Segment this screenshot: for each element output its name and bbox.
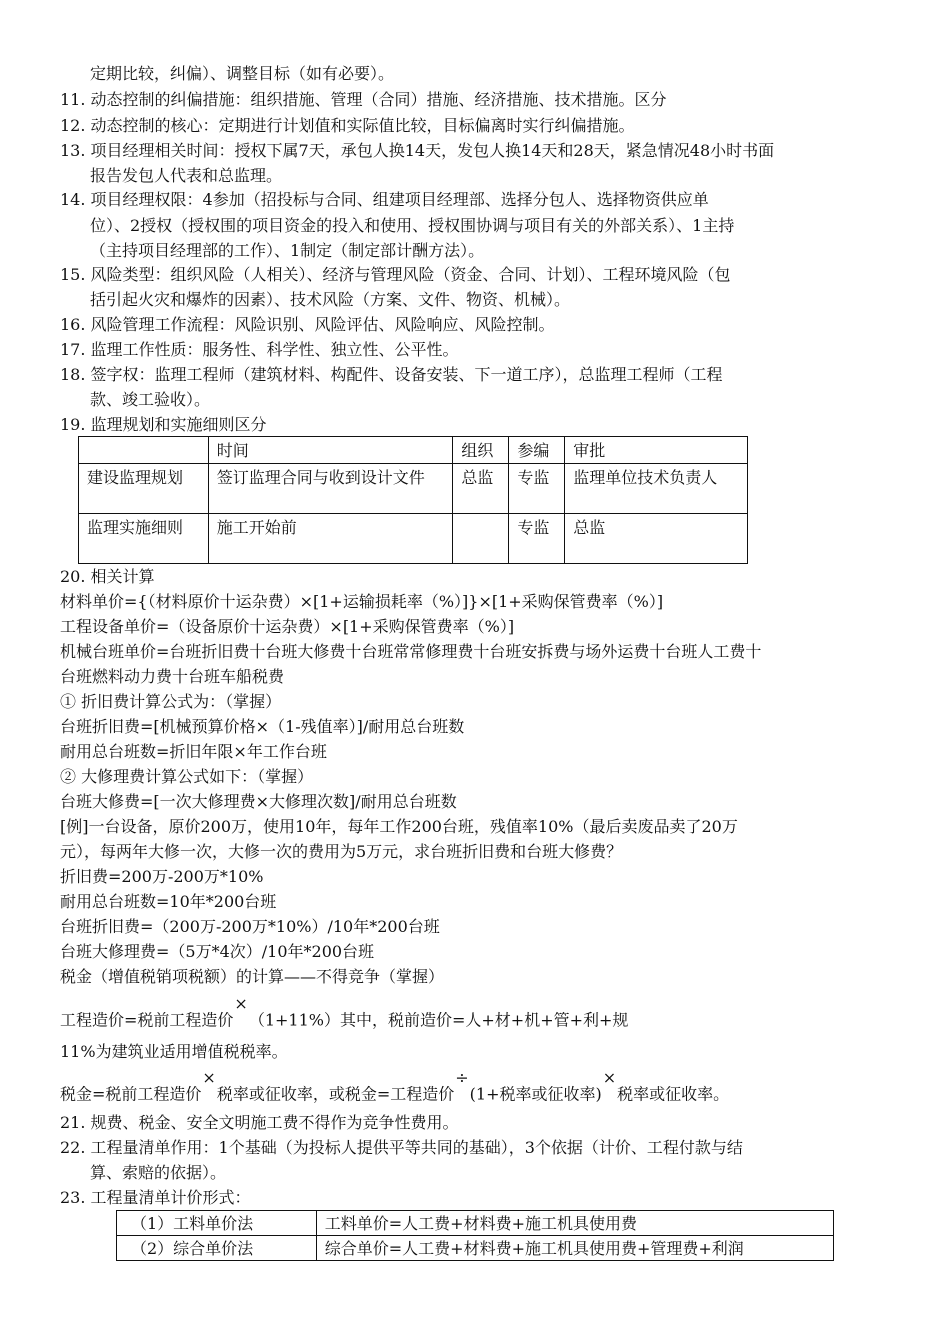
item-19: 19. 监理规划和实施细则区分	[60, 415, 267, 434]
table-cell	[453, 514, 509, 564]
formula-line	[60, 994, 629, 1030]
item-14-cont: 位）、2授权（授权围的项目资金的投入和使用、授权围协调与项目有关的外部关系）、1主持	[90, 216, 735, 235]
formula-line: 台班折旧费=（200万-200万*10%）/10年*200台班	[60, 917, 440, 936]
item-16: 16. 风险管理工作流程：风险识别、风险评估、风险响应、风险控制。	[60, 315, 555, 334]
table-header-cell: 审批	[565, 437, 748, 464]
formula-line: 台班折旧费=[机械预算价格×（1-残值率）]/耐用总台班数	[60, 717, 465, 736]
table-cell: 综合单价=人工费+材料费+施工机具使用费+管理费+利润	[316, 1236, 833, 1261]
item-18-cont: 款、竣工验收）。	[90, 390, 211, 409]
text-line: 定期比较，纠偏）、调整目标（如有必要）。	[90, 64, 395, 83]
table-cell: （1）工料单价法	[117, 1211, 317, 1236]
table-cell: 监理单位技术负责人	[565, 464, 748, 514]
item-20: 20. 相关计算	[60, 567, 155, 586]
table-cell: 监理实施细则	[79, 514, 209, 564]
table-row	[79, 514, 748, 564]
table-cell: 总监	[565, 514, 748, 564]
table-cell: 施工开始前	[208, 514, 453, 564]
item-13: 13. 项目经理相关时间：授权下属7天，承包人换14天，发包人换14天和28天，紧急情况48小时书面	[60, 141, 775, 160]
table-cell: 专监	[509, 464, 565, 514]
formula-line: 材料单价={（材料原价十运杂费）×[1+运输损耗率（%）]}×[1+采购保管费率（%）]	[60, 592, 664, 611]
multiply-icon: ×	[234, 994, 248, 1013]
text-line: ① 折旧费计算公式为：（掌握）	[60, 692, 282, 711]
text-line: ② 大修理费计算公式如下：（掌握）	[60, 767, 314, 786]
formula-part: 税率或征收率。	[617, 1084, 730, 1104]
table-cell: 工料单价=人工费+材料费+施工机具使用费	[316, 1211, 833, 1236]
formula-line: 折旧费=200万-200万*10%	[60, 867, 264, 886]
item-22: 22. 工程量清单作用：1个基础（为投标人提供平等共同的基础），3个依据（计价、工程付款与结	[60, 1138, 743, 1157]
item-18: 18. 签字权：监理工程师（建筑材料、构配件、设备安装、下一道工序），总监理工程师（工程	[60, 365, 723, 384]
table-header-cell: 时间	[208, 437, 453, 464]
example-line: 元），每两年大修一次，大修一次的费用为5万元，求台班折旧费和台班大修费？	[60, 842, 623, 861]
item-23: 23. 工程量清单计价形式：	[60, 1188, 251, 1207]
pricing-form-table	[116, 1210, 834, 1261]
formula-part: (1+税率或征收率)	[469, 1084, 602, 1104]
item-13-cont: 报告发包人代表和总监理。	[90, 166, 283, 185]
formula-line: 耐用总台班数=折旧年限×年工作台班	[60, 742, 327, 761]
formula-part: （1+11%）其中，税前造价=人+材+机+管+利+规	[248, 1010, 629, 1030]
item-14-cont: （主持项目经理部的工作）、1制定（制定部计酬方法）。	[90, 241, 485, 260]
table-row	[79, 464, 748, 514]
item-21: 21. 规费、税金、安全文明施工费不得作为竞争性费用。	[60, 1113, 459, 1132]
item-14: 14. 项目经理权限：4参加（招投标与合同、组建项目经理部、选择分包人、选择物资供应单	[60, 190, 709, 209]
table-cell: 总监	[453, 464, 509, 514]
formula-line: 耐用总台班数=10年*200台班	[60, 892, 277, 911]
formula-line: 台班大修理费=（5万*4次）/10年*200台班	[60, 942, 375, 961]
item-15-cont: 括引起火灾和爆炸的因素）、技术风险（方案、文件、物资、机械）。	[90, 290, 571, 309]
item-17: 17. 监理工作性质：服务性、科学性、独立性、公平性。	[60, 340, 459, 359]
item-12: 12. 动态控制的核心：定期进行计划值和实际值比较，目标偏离时实行纠偏措施。	[60, 116, 635, 135]
divide-icon: ÷	[455, 1068, 469, 1087]
item-22-cont: 算、索赔的依据）。	[90, 1163, 227, 1182]
formula-part: 税率或征收率，或税金=工程造价	[216, 1084, 455, 1104]
table-header-row	[79, 437, 748, 464]
formula-line	[60, 1068, 730, 1104]
table-header-cell: 组织	[453, 437, 509, 464]
formula-line: 工程设备单价=（设备原价十运杂费）×[1+采购保管费率（%）]	[60, 617, 515, 636]
multiply-icon: ×	[602, 1068, 617, 1087]
item-15: 15. 风险类型：组织风险（人相关）、经济与管理风险（资金、合同、计划）、工程环境风险（包	[60, 265, 731, 284]
formula-line: 机械台班单价=台班折旧费十台班大修费十台班常常修理费十台班安拆费与场外运费十台班人工费十	[60, 642, 762, 661]
text-line: 11%为建筑业适用增值税税率。	[60, 1042, 288, 1061]
formula-line: 台班燃料动力费十台班车船税费	[60, 667, 285, 686]
table-row	[117, 1236, 834, 1261]
item-11: 11. 动态控制的纠偏措施：组织措施、管理（合同）措施、经济措施、技术措施。区分	[60, 90, 667, 109]
multiply-icon: ×	[202, 1068, 216, 1087]
table-cell: （2）综合单价法	[117, 1236, 317, 1261]
table-header-cell	[79, 437, 209, 464]
text-line: 税金（增值税销项税额）的计算——不得竞争（掌握）	[60, 967, 445, 986]
table-row	[117, 1211, 834, 1236]
formula-line: 台班大修费=[一次大修理费×大修理次数]/耐用总台班数	[60, 792, 457, 811]
example-line: [例]一台设备，原价200万，使用10年，每年工作200台班，残值率10%（最后卖废品卖了20万	[60, 817, 738, 836]
table-cell: 签订监理合同与收到设计文件	[208, 464, 453, 514]
table-cell: 建设监理规划	[79, 464, 209, 514]
formula-part: 工程造价=税前工程造价	[60, 1010, 234, 1030]
table-header-cell: 参编	[509, 437, 565, 464]
formula-part: 税金=税前工程造价	[60, 1084, 202, 1104]
table-cell: 专监	[509, 514, 565, 564]
supervision-table	[78, 436, 748, 564]
